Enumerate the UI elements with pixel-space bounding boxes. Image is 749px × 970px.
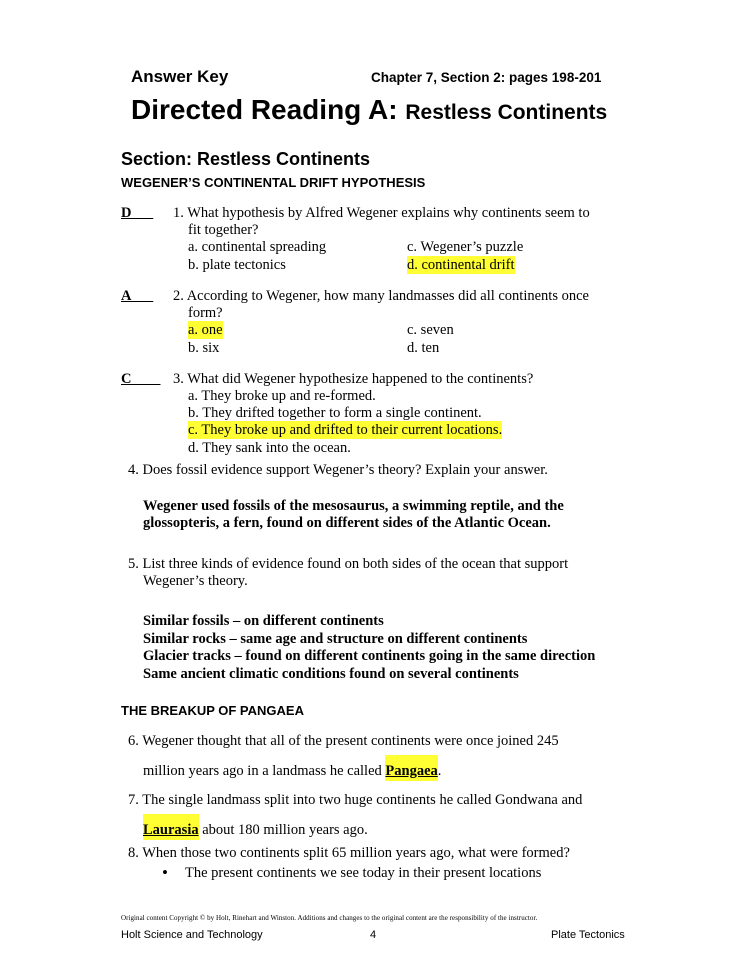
- q2-option-b: b. six: [188, 340, 220, 356]
- q5-prompt-line2: Wegener’s theory.: [143, 573, 248, 589]
- q5-prompt-line1: 5. List three kinds of evidence found on both sides of the ocean that support: [128, 556, 569, 572]
- q2-prompt-line1: 2. According to Wegener, how many landmasses did all continents once: [173, 288, 589, 304]
- q3-option-a: a. They broke up and re-formed.: [188, 388, 376, 404]
- q2-prompt-line2: form?: [188, 305, 223, 321]
- q6-answer: Pangaea: [385, 755, 437, 781]
- q5-answer-item: Same ancient climatic conditions found on several continents: [143, 666, 519, 682]
- q1-prompt-line2: fit together?: [188, 222, 259, 238]
- q1-prompt-line1: 1. What hypothesis by Alfred Wegener explains why continents seem to: [173, 205, 590, 221]
- q4-answer-line2: glossopteris, a fern, found on different sides of the Atlantic Ocean.: [143, 515, 551, 531]
- q1-option-a: a. continental spreading: [188, 239, 327, 255]
- q4-answer-line1: Wegener used fossils of the mesosaurus, a swimming reptile, and the: [143, 498, 564, 514]
- q1-option-c: c. Wegener’s puzzle: [407, 239, 524, 255]
- q1-answer: D: [121, 205, 132, 221]
- q3-prompt: 3. What did Wegener hypothesize happened to the continents?: [173, 371, 534, 387]
- chapter-reference: Chapter 7, Section 2: pages 198-201: [371, 70, 602, 85]
- footer-chapter-name: Plate Tectonics: [551, 929, 625, 941]
- q3-option-d: d. They sank into the ocean.: [188, 440, 351, 456]
- q6-line2-text: million years ago in a landmass he called: [143, 763, 386, 779]
- q2-answer: A: [121, 288, 132, 304]
- q2-option-a: a. one: [188, 322, 223, 338]
- q5-answer-item: Glacier tracks – found on different continents going in the same direction: [143, 648, 596, 664]
- q7-line2: [143, 821, 368, 839]
- q3-answer: C: [121, 371, 132, 387]
- page-title: [131, 92, 607, 131]
- page-title-main: Directed Reading A:: [131, 94, 398, 125]
- q5-answer-item: Similar fossils – on different continents: [143, 613, 384, 629]
- answer-key-label: Answer Key: [131, 67, 229, 86]
- footer-copyright: Original content Copyright © by Holt, Rinehart and Winston. Additions and changes to the original content are the responsibility of the instructor.: [121, 914, 538, 922]
- q3-option-b: b. They drifted together to form a single continent.: [188, 405, 482, 421]
- q1-option-d: d. continental drift: [407, 257, 515, 273]
- q7-answer: Laurasia: [143, 814, 199, 840]
- q7-line2-text: about 180 million years ago.: [198, 822, 368, 838]
- q8-line1: 8. When those two continents split 65 million years ago, what were formed?: [128, 845, 570, 861]
- q5-answer-item: Similar rocks – same age and structure on different continents: [143, 631, 528, 647]
- q6-line2-end: .: [437, 763, 442, 779]
- q2-option-d: d. ten: [407, 340, 440, 356]
- footer-page-number: 4: [370, 929, 377, 941]
- subheading-continental-drift: WEGENER’S CONTINENTAL DRIFT HYPOTHESIS: [121, 175, 426, 190]
- page-title-sub: Restless Continents: [405, 101, 608, 124]
- footer-publisher: Holt Science and Technology: [121, 929, 263, 941]
- q8-answer: The present continents we see today in their present locations: [185, 865, 542, 881]
- q6-line2: [143, 762, 441, 780]
- q8-bullet: •: [162, 863, 168, 882]
- q6-line1: 6. Wegener thought that all of the present continents were once joined 245: [128, 733, 559, 749]
- section-title: Section: Restless Continents: [121, 149, 371, 169]
- q3-option-c: c. They broke up and drifted to their current locations.: [188, 422, 503, 438]
- subheading-pangaea: THE BREAKUP OF PANGAEA: [121, 703, 304, 718]
- q1-option-b: b. plate tectonics: [188, 257, 286, 273]
- q7-line1: 7. The single landmass split into two huge continents he called Gondwana and: [128, 792, 583, 808]
- q2-option-c: c. seven: [407, 322, 454, 338]
- q4-prompt: 4. Does fossil evidence support Wegener’s theory? Explain your answer.: [128, 462, 548, 478]
